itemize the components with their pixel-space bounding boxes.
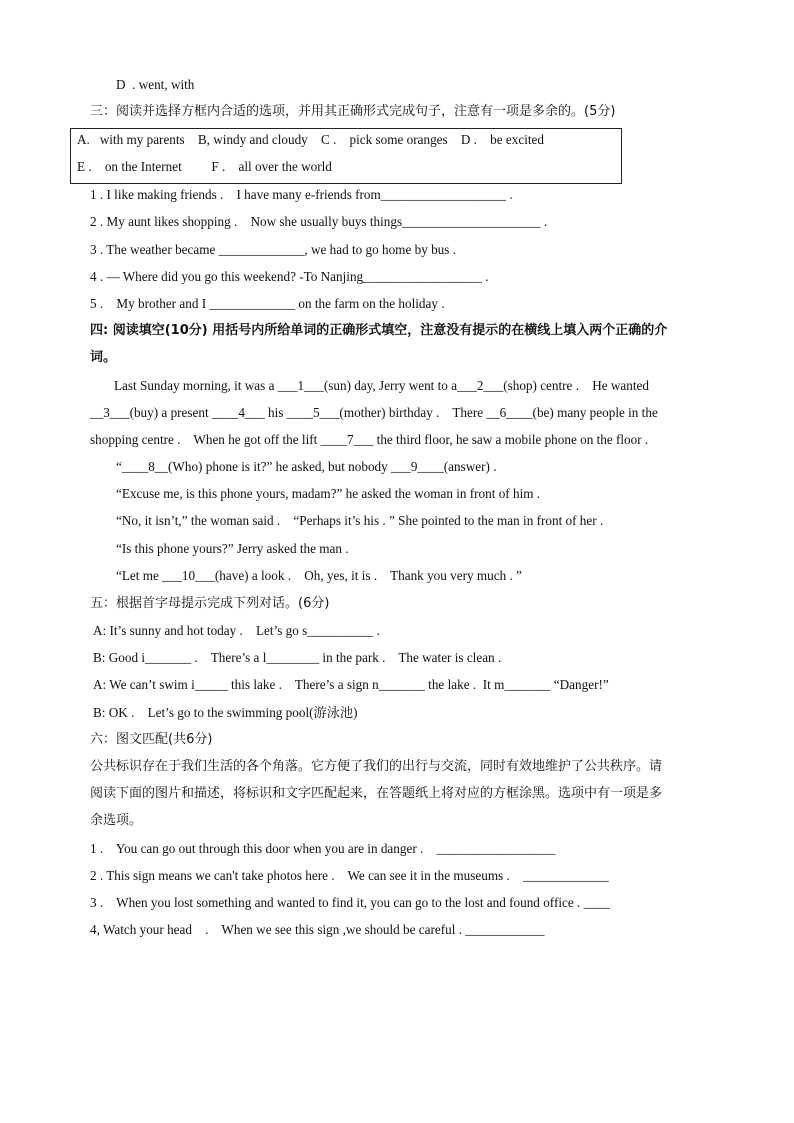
section3-item: 5 . My brother and I _____________ on the farm on the holiday . [90, 296, 445, 311]
section6-intro-line: 公共标识存在于我们生活的各个角落。它方便了我们的出行与交流，同时有效地维护了公共秩序。请 [90, 759, 663, 774]
section4-heading-line2: 词。 [90, 350, 117, 365]
passage-line: “Excuse me, is this phone yours, madam?” he asked the woman in front of him . [116, 486, 541, 501]
section3-item: 1 . I like making friends . I have many e-friends from___________________ . [90, 187, 513, 202]
passage-line: “____8__(Who) phone is it?” he asked, but nobody ___9____(answer) . [116, 459, 497, 474]
passage-line: “Let me ___10___(have) a look . Oh, yes, it is . Thank you very much . ” [116, 568, 522, 583]
section6-item: 2 . This sign means we can't take photos here . We can see it in the museums . _____________ [90, 868, 609, 883]
section3-item: 2 . My aunt likes shopping . Now she usually buys things_____________________ . [90, 214, 548, 229]
dialog-line: B: Good i_______ . There’s a l________ in the park . The water is clean . [93, 650, 502, 665]
options-row-1: A. with my parents B, windy and cloudy C . pick some oranges D . be excited [77, 132, 544, 147]
section6-heading: 六：图文匹配(共6分) [90, 732, 213, 747]
passage-line: shopping centre . When he got off the lift ____7___ the third floor, he saw a mobile phone on the floor . [90, 432, 649, 447]
options-row-2: E . on the Internet F . all over the world [77, 159, 332, 174]
dialog-line: B: OK . Let’s go to the swimming pool(游泳池) [93, 705, 358, 720]
section5-heading: 五：根据首字母提示完成下列对话。(6分) [90, 596, 330, 611]
passage-line: “No, it isn’t,” the woman said . “Perhaps it’s his . ” She pointed to the man in front of her . [116, 513, 604, 528]
passage-line: Last Sunday morning, it was a ___1___(sun) day, Jerry went to a___2___(shop) centre . He wanted [114, 378, 649, 393]
section6-intro-line: 余选项。 [90, 813, 143, 828]
section6-intro-line: 阅读下面的图片和描述，将标识和文字匹配起来，在答题纸上将对应的方框涂黑。选项中有一项是多 [90, 786, 663, 801]
passage-line: “Is this phone yours?” Jerry asked the man . [116, 541, 349, 556]
dialog-line: A: It’s sunny and hot today . Let’s go s__________ . [93, 623, 380, 638]
dialog-line: A: We can’t swim i_____ this lake . There’s a sign n_______ the lake . It m_______ “Danger!” [93, 677, 609, 692]
section6-item: 1 . You can go out through this door when you are in danger . __________________ [90, 841, 556, 856]
section4-heading-line1: 四: 阅读填空(10分) 用括号内所给单词的正确形式填空，注意没有提示的在横线上填入两个正确的介 [90, 323, 668, 338]
section3-item: 4 . — Where did you go this weekend? -To Nanjing__________________ . [90, 269, 489, 284]
section3-item: 3 . The weather became _____________, we had to go home by bus . [90, 242, 456, 257]
option-d-line: D . went, with [116, 77, 195, 92]
section6-item: 3 . When you lost something and wanted to find it, you can go to the lost and found office . ____ [90, 895, 610, 910]
section6-item: 4, Watch your head . When we see this sign ,we should be careful . ____________ [90, 922, 545, 937]
passage-line: __3___(buy) a present ____4___ his ____5___(mother) birthday . There __6____(be) many people in the [90, 405, 658, 420]
section3-heading: 三：阅读并选择方框内合适的选项，并用其正确形式完成句子，注意有一项是多余的。(5分) [90, 104, 616, 119]
